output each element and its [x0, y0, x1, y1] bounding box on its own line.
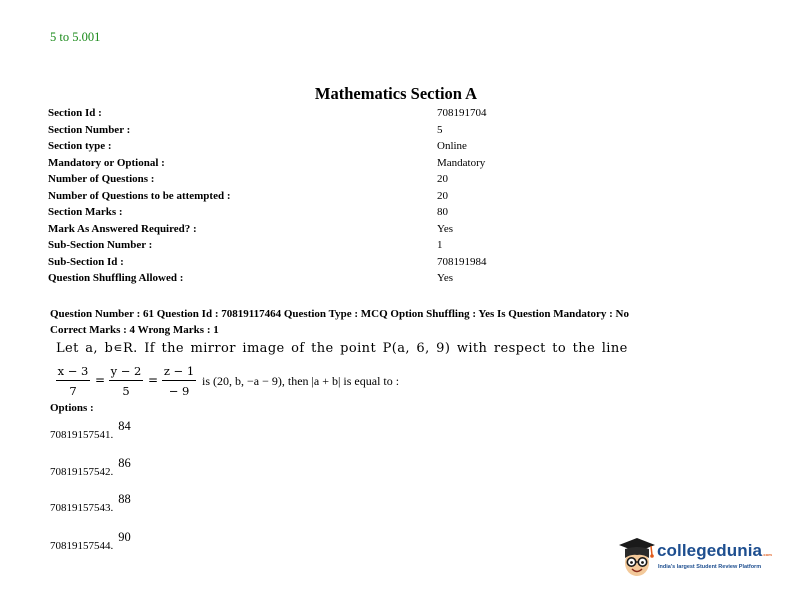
- question-text: Let a, b∊R. If the mirror image of the point P(a, 6, 9) with respect to the line: [56, 341, 628, 356]
- info-row-subsection-number: [48, 237, 568, 254]
- info-value: Yes: [437, 272, 454, 284]
- option-value: 84: [118, 419, 131, 433]
- info-row-mark-answered: [48, 221, 568, 238]
- logo-tagline: India's largest Student Review Platform: [658, 564, 762, 570]
- option-id: 70819157543.: [50, 502, 114, 514]
- info-label: Number of Questions to be attempted :: [48, 189, 231, 202]
- section-title: Mathematics Section A: [314, 84, 478, 103]
- logo-suffix: .com: [762, 552, 772, 557]
- fraction-numerator: x − 3: [56, 364, 90, 381]
- fraction-z: [162, 364, 196, 398]
- info-label: Sub-Section Number :: [48, 239, 153, 251]
- info-value: 20: [437, 189, 448, 202]
- collegedunia-logo: [617, 533, 777, 581]
- info-row-to-attempt: [48, 188, 568, 205]
- question-meta-line: Question Number : 61 Question Id : 70819117464 Question Type : MCQ Option Shuffling : Yes Is Question Mandatory : No: [50, 308, 629, 320]
- info-value: 708191984: [437, 255, 487, 268]
- info-label: Mark As Answered Required? :: [48, 222, 197, 235]
- fraction-numerator: y − 2: [109, 364, 143, 381]
- info-value: Mandatory: [437, 156, 486, 169]
- fraction-denominator: − 9: [168, 384, 190, 398]
- option-1[interactable]: [50, 419, 131, 442]
- option-id: 70819157544.: [50, 540, 114, 552]
- option-value: 90: [118, 530, 131, 544]
- fraction-x: [56, 364, 90, 398]
- option-4[interactable]: [50, 530, 131, 553]
- question-range: 5 to 5.001: [50, 30, 101, 44]
- question-meta: [50, 306, 750, 338]
- fraction-denominator: 7: [69, 384, 77, 398]
- info-value: 80: [437, 206, 448, 218]
- option-value: 86: [118, 456, 131, 470]
- info-row-section-number: [48, 122, 568, 139]
- info-row-num-questions: [48, 171, 568, 188]
- info-value: 1: [437, 239, 443, 251]
- info-row-shuffling: [48, 270, 568, 287]
- option-id: 70819157541.: [50, 429, 114, 441]
- graduate-mascot-icon: [617, 533, 657, 581]
- info-value: 20: [437, 173, 448, 185]
- line-equation: [56, 364, 476, 400]
- info-value: Online: [437, 140, 467, 152]
- option-2[interactable]: [50, 456, 131, 479]
- info-label: Section type :: [48, 140, 112, 152]
- logo-wordmark: [657, 541, 772, 561]
- info-label: Mandatory or Optional :: [48, 156, 165, 169]
- question-marks-line: Correct Marks : 4 Wrong Marks : 1: [50, 324, 219, 336]
- info-row-section-type: [48, 138, 568, 155]
- info-value: 708191704: [437, 107, 487, 119]
- info-label: Section Marks :: [48, 206, 123, 218]
- info-label: Question Shuffling Allowed :: [48, 272, 184, 284]
- question-text-tail: is (20, b, −a − 9), then |a + b| is equal to :: [202, 374, 400, 388]
- info-value: 5: [437, 123, 443, 136]
- info-row-section-marks: [48, 204, 568, 221]
- option-3[interactable]: [50, 492, 131, 515]
- logo-name: collegedunia: [657, 541, 763, 560]
- info-row-section-id: [48, 105, 568, 122]
- equals-sign: =: [148, 373, 159, 387]
- fraction-y: [109, 364, 143, 398]
- option-value: 88: [118, 492, 131, 506]
- info-label: Section Id :: [48, 107, 102, 119]
- equals-sign: =: [95, 373, 106, 387]
- info-value: Yes: [437, 222, 454, 235]
- info-label: Number of Questions :: [48, 173, 155, 185]
- fraction-numerator: z − 1: [162, 364, 196, 381]
- info-label: Sub-Section Id :: [48, 255, 124, 268]
- section-info-table: [48, 105, 568, 287]
- option-id: 70819157542.: [50, 466, 114, 478]
- fraction-denominator: 5: [122, 384, 130, 398]
- info-row-mandatory: [48, 155, 568, 172]
- info-row-subsection-id: [48, 254, 568, 271]
- info-label: Section Number :: [48, 123, 131, 136]
- options-label: Options :: [50, 402, 94, 414]
